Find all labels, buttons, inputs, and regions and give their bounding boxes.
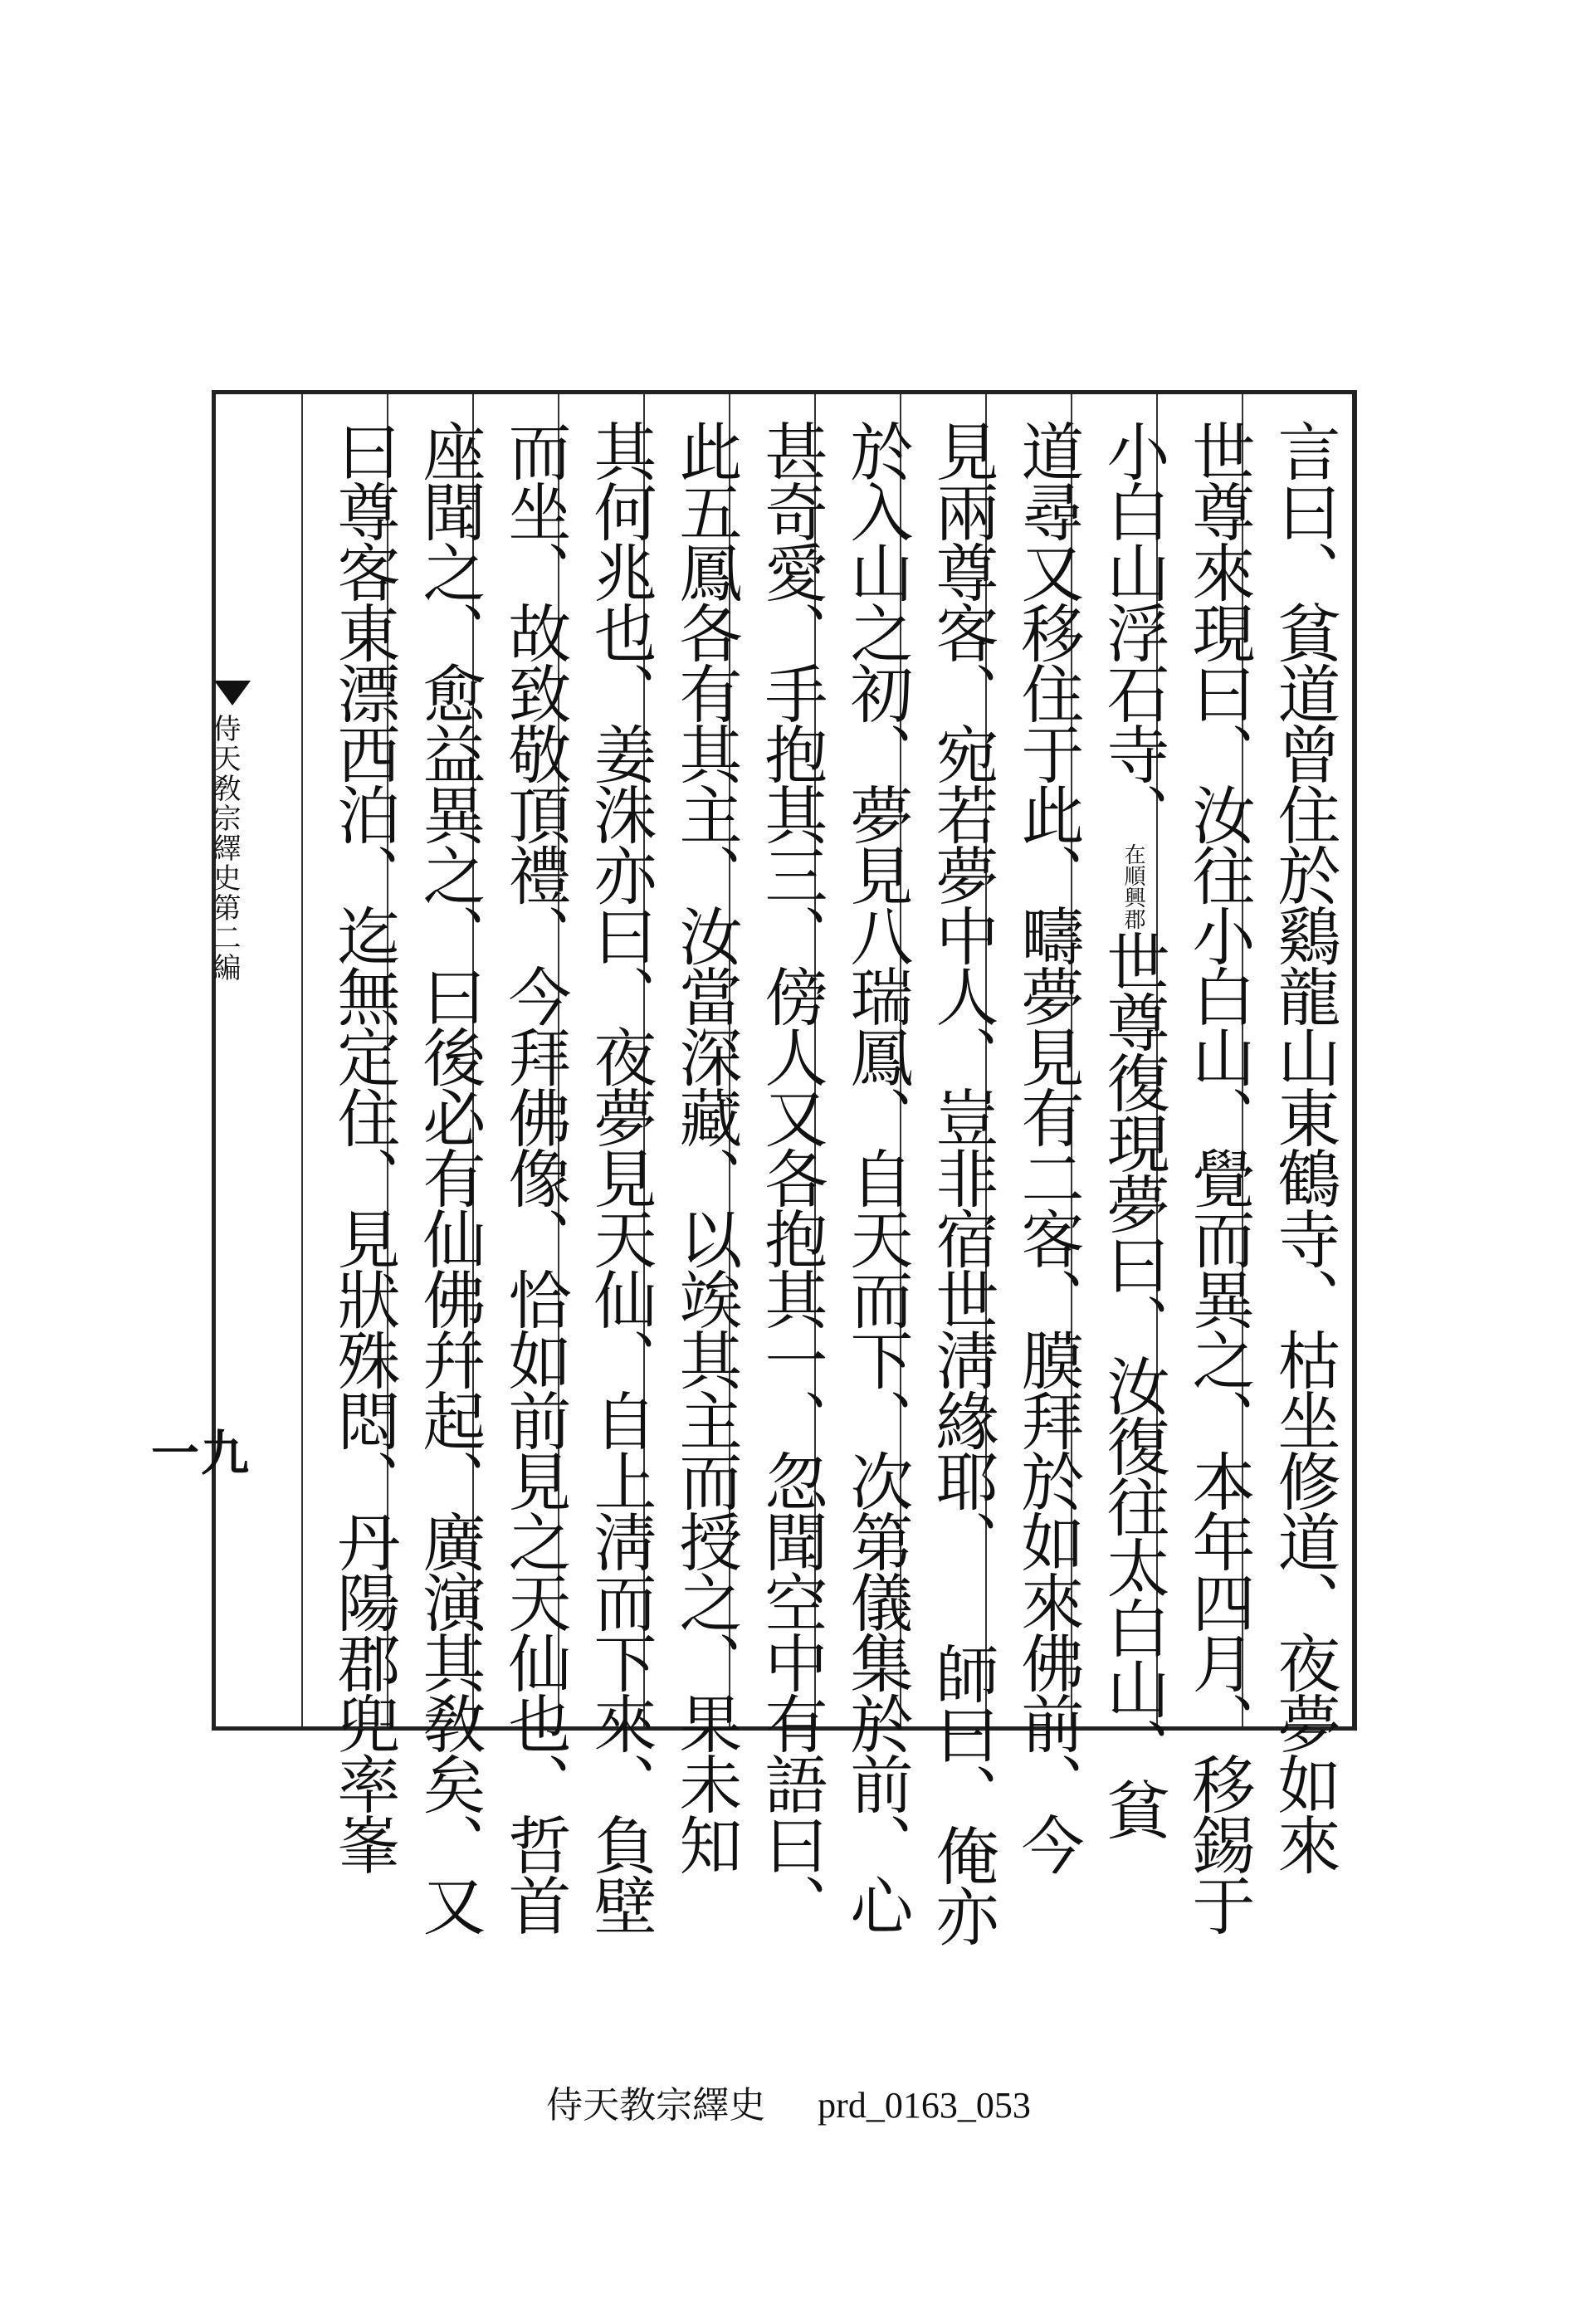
text-column-12: 曰尊客東漂西泊、迄無定住、見狀殊悶、丹陽郡兜率峯 <box>327 419 401 1873</box>
gutter-title: 侍天敎宗繹史第二編 <box>208 714 241 983</box>
text-column-3-tail: 世尊復現夢曰、汝復往太白山、貧 <box>1096 930 1170 1838</box>
text-column-7: 甚奇愛、手抱其三、傍人又各抱其一、忽聞空中有語曰、 <box>754 419 828 1934</box>
text-column-9: 其何兆也、姜洙亦曰、夜夢見天仙、自上淸而下來、負壁 <box>583 419 657 1934</box>
footer <box>0 2075 1577 2128</box>
inline-note: 在順興郡 <box>1120 843 1145 930</box>
text-frame <box>212 390 1357 1945</box>
text-column-6: 於入山之初、夢見八瑞鳳、自天而下、次第儀集於前、心 <box>840 419 914 1934</box>
text-column-5: 見兩尊客、宛若夢中人、豈非宿世淸緣耶、 師曰、俺亦 <box>925 419 999 1945</box>
text-column-11: 座聞之、愈益異之、曰後必有仙佛幷起、廣演其敎矣、又 <box>413 419 486 1934</box>
text-column-3-head: 小白山浮石寺、 <box>1096 419 1170 843</box>
footer-code: prd_0163_053 <box>818 2085 1031 2126</box>
text-column-4: 道尋又移住于此、疇夢見有二客、膜拜於如來佛前、今 <box>1011 419 1085 1873</box>
fish-tail-mark-icon <box>214 681 251 706</box>
text-column-10: 而坐、故致敬頂禮、今拜佛像、恰如前見之天仙也、哲首 <box>498 419 572 1934</box>
text-column-2: 世尊來現曰、汝往小白山、覺而異之、本年四月、移錫于 <box>1182 419 1256 1934</box>
text-column-8: 此五鳳各有其主、汝當深藏、以竢其主而授之、果未知 <box>669 419 743 1873</box>
text-column-1: 言曰、貧道曾住於鷄龍山東鶴寺、枯坐修道、夜夢如來 <box>1267 419 1341 1873</box>
page-number: 九一 <box>143 1428 249 1476</box>
text-column-3 <box>1093 419 1173 1838</box>
footer-title: 侍天教宗繹史 <box>546 2085 766 2126</box>
